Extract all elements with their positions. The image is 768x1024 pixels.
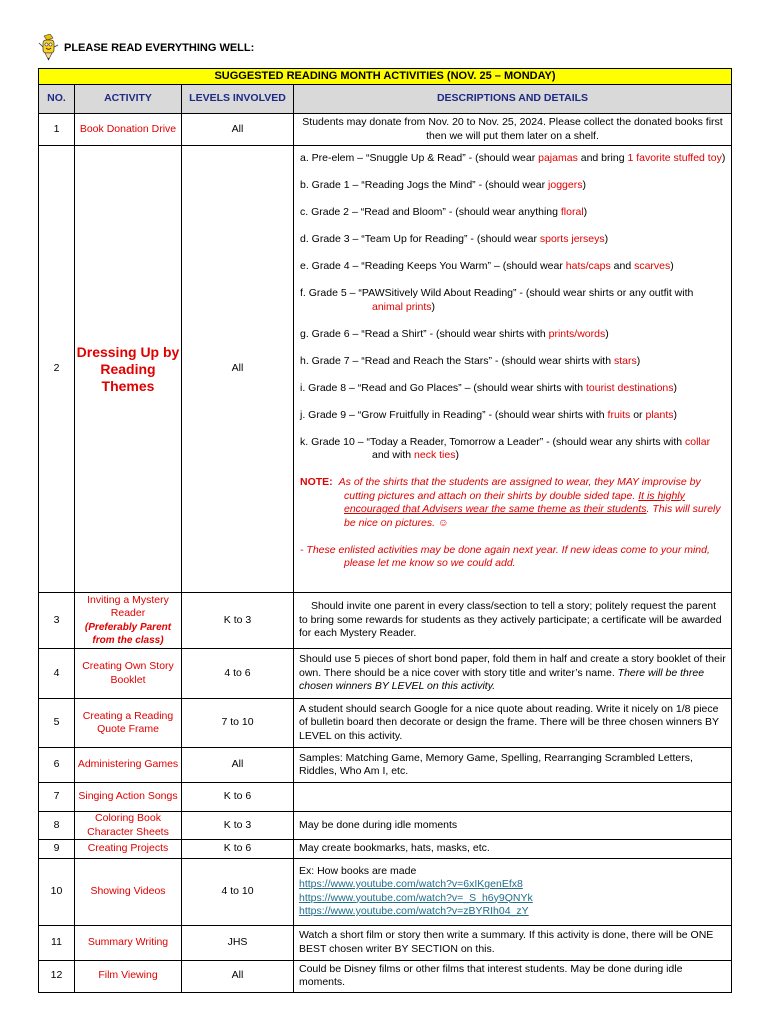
table-title-row bbox=[39, 69, 732, 85]
row-no: 7 bbox=[39, 783, 75, 812]
levels-cell: K to 6 bbox=[182, 783, 294, 812]
activity-name: Creating Projects bbox=[75, 840, 182, 859]
description-cell: May create bookmarks, hats, masks, etc. bbox=[294, 840, 732, 859]
theme-item bbox=[300, 355, 727, 369]
row-no: 12 bbox=[39, 960, 75, 992]
theme-text: ) bbox=[582, 179, 586, 191]
table-row bbox=[39, 649, 732, 699]
theme-text: ) bbox=[583, 206, 588, 218]
description-cell bbox=[294, 649, 732, 699]
theme-text: or bbox=[630, 408, 646, 421]
levels-cell: K to 6 bbox=[182, 840, 294, 859]
theme-item bbox=[300, 328, 727, 342]
activity-name: Singing Action Songs bbox=[75, 783, 182, 812]
video-link[interactable]: https://www.youtube.com/watch?v=_S_h6y9QNYk bbox=[299, 891, 533, 904]
activity-name: Administering Games bbox=[75, 748, 182, 783]
activity-name: Coloring Book Character Sheets bbox=[75, 812, 182, 840]
theme-text: a. Pre-elem – “Snuggle Up & Read” - (should wear bbox=[300, 152, 539, 164]
theme-text: f. Grade 5 – “PAWSitively Wild About Reading” - (should wear shirts or any outfit with bbox=[300, 287, 694, 299]
future-activities-note: - These enlisted activities may be done again next year. If new ideas come to your mind, please let me know so we could add. bbox=[300, 543, 710, 569]
theme-text: ) bbox=[670, 260, 674, 272]
theme-item bbox=[300, 409, 727, 423]
table-row bbox=[39, 593, 732, 649]
activity-name: Film Viewing bbox=[75, 960, 182, 992]
table-row bbox=[39, 858, 732, 925]
theme-item bbox=[300, 287, 727, 314]
theme-item bbox=[300, 260, 727, 274]
theme-text: ) bbox=[455, 449, 459, 461]
theme-item bbox=[300, 206, 727, 220]
theme-text: ) bbox=[431, 300, 436, 313]
theme-text: ) bbox=[636, 354, 641, 367]
theme-text: and bbox=[610, 260, 635, 272]
activity-name: Dressing Up by Reading Themes bbox=[75, 146, 182, 593]
page-header bbox=[36, 34, 254, 62]
description-cell: Samples: Matching Game, Memory Game, Spelling, Rearranging Scrambled Letters, Riddles, Who Am I, etc. bbox=[294, 748, 732, 783]
theme-attire: fruits bbox=[607, 408, 631, 421]
description-cell: Students may donate from Nov. 20 to Nov. 25, 2024. Please collect the donated books first then we will put them later on a shelf. bbox=[294, 114, 732, 146]
theme-attire: collar bbox=[685, 435, 711, 448]
note-paragraph bbox=[300, 476, 727, 530]
theme-text: k. Grade 10 – “Today a Reader, Tomorrow a Leader” - (should wear any shirts with bbox=[300, 435, 685, 448]
theme-attire: pajamas bbox=[538, 152, 578, 164]
levels-cell: K to 3 bbox=[182, 812, 294, 840]
theme-attire: prints/words bbox=[548, 327, 606, 340]
description-cell bbox=[294, 783, 732, 812]
levels-cell: All bbox=[182, 748, 294, 783]
row-no: 2 bbox=[39, 146, 75, 593]
theme-attire: sports jerseys bbox=[539, 233, 605, 245]
row-no: 1 bbox=[39, 114, 75, 146]
pencil-mascot-icon bbox=[36, 34, 62, 62]
activity-name: Creating Own Story Booklet bbox=[75, 649, 182, 699]
table-header-row bbox=[39, 85, 732, 114]
theme-item bbox=[300, 436, 727, 463]
levels-cell: 4 to 6 bbox=[182, 649, 294, 699]
row-no: 8 bbox=[39, 812, 75, 840]
theme-attire: neck ties bbox=[414, 449, 456, 461]
table-row bbox=[39, 812, 732, 840]
activity-name: Showing Videos bbox=[75, 858, 182, 925]
theme-attire: scarves bbox=[634, 260, 671, 272]
row-no: 3 bbox=[39, 593, 75, 649]
levels-cell: All bbox=[182, 146, 294, 593]
table-row bbox=[39, 699, 732, 748]
col-header-activity: ACTIVITY bbox=[75, 85, 182, 114]
description-cell bbox=[294, 858, 732, 925]
row-no: 11 bbox=[39, 925, 75, 960]
col-header-descriptions: DESCRIPTIONS AND DETAILS bbox=[294, 85, 732, 114]
levels-cell: 4 to 10 bbox=[182, 858, 294, 925]
activity-subtitle: (Preferably Parent from the class) bbox=[84, 621, 172, 646]
description-italic: There will be three chosen winners BY LEVEL on this activity. bbox=[299, 666, 705, 693]
activity-name: Creating a Reading Quote Frame bbox=[75, 699, 182, 748]
description-text: Should use 5 pieces of short bond paper, fold them in half and create a story booklet of their own. There should be a nice cover with story title and writer’s name. bbox=[299, 653, 726, 679]
note-label: NOTE: bbox=[300, 476, 333, 488]
theme-attire: joggers bbox=[548, 179, 583, 191]
row-no: 6 bbox=[39, 748, 75, 783]
theme-attire: stars bbox=[613, 354, 637, 367]
theme-text: ) bbox=[673, 381, 678, 394]
theme-text: b. Grade 1 – “Reading Jogs the Mind” - (should wear bbox=[300, 179, 549, 191]
theme-text: ) bbox=[673, 408, 677, 421]
theme-attire: animal prints bbox=[372, 300, 432, 313]
description-cell: A student should search Google for a nice quote about reading. Write it nicely on 1/8 piece of bulletin board then decorate or design the frame. There will be three chosen winners BY LEVEL on this activity. bbox=[294, 699, 732, 748]
theme-text: d. Grade 3 – “Team Up for Reading” - (should wear bbox=[300, 233, 540, 245]
video-link[interactable]: https://www.youtube.com/watch?v=zBYRIh04_zY bbox=[299, 905, 529, 917]
note-text-underlined: It is highly encouraged that Advisers wear the same theme as their students bbox=[344, 489, 685, 515]
theme-text: c. Grade 2 – “Read and Bloom” - (should wear anything bbox=[300, 206, 561, 218]
theme-attire: tourist destinations bbox=[585, 381, 674, 394]
read-notice: PLEASE READ EVERYTHING WELL: bbox=[64, 42, 255, 54]
description-cell: Could be Disney films or other films that interest students. May be done during idle moments. bbox=[294, 960, 732, 992]
theme-item bbox=[300, 179, 727, 193]
theme-attire: plants bbox=[645, 408, 674, 421]
levels-cell: All bbox=[182, 960, 294, 992]
theme-text: h. Grade 7 – “Read and Reach the Stars” - (should wear shirts with bbox=[300, 354, 614, 367]
row-no: 9 bbox=[39, 840, 75, 859]
theme-attire: floral bbox=[560, 206, 584, 218]
activities-table bbox=[38, 68, 732, 993]
table-row bbox=[39, 840, 732, 859]
note-text: As of the shirts that the students are assigned to wear, they MAY improvise by cutting pictures and attach on their shirts by double sided tape. bbox=[338, 476, 701, 502]
theme-text: and bring bbox=[577, 152, 628, 164]
table-row bbox=[39, 748, 732, 783]
row-no: 5 bbox=[39, 699, 75, 748]
theme-text: ) bbox=[721, 152, 726, 164]
col-header-levels: LEVELS INVOLVED bbox=[182, 85, 294, 114]
row-no: 10 bbox=[39, 858, 75, 925]
activity-name: Summary Writing bbox=[75, 925, 182, 960]
theme-text: j. Grade 9 – “Grow Fruitfully in Reading” - (should wear shirts with bbox=[300, 408, 608, 421]
video-link[interactable]: https://www.youtube.com/watch?v=6xIKgenEfx8 bbox=[299, 878, 523, 890]
activity-name: Book Donation Drive bbox=[75, 114, 182, 146]
levels-cell: K to 3 bbox=[182, 593, 294, 649]
theme-text: ) bbox=[604, 233, 609, 245]
theme-text: ) bbox=[605, 327, 609, 340]
theme-text: i. Grade 8 – “Read and Go Places” – (should wear shirts with bbox=[300, 381, 586, 394]
theme-attire: hats/caps bbox=[565, 260, 611, 272]
description-cell: Should invite one parent in every class/section to tell a story; politely request the parent to bring some rewards for students as they actively participate; a certificate will be awarded for each Mystery Reader. bbox=[294, 593, 732, 649]
levels-cell: JHS bbox=[182, 925, 294, 960]
levels-cell: 7 to 10 bbox=[182, 699, 294, 748]
note-text-end: . This will surely be nice on pictures. ☺ bbox=[344, 503, 721, 529]
levels-cell: All bbox=[182, 114, 294, 146]
col-header-no: NO. bbox=[39, 85, 75, 114]
theme-attire: 1 favorite stuffed toy bbox=[627, 152, 722, 164]
description-text: Ex: How books are made bbox=[299, 864, 417, 877]
theme-text: g. Grade 6 – “Read a Shirt” - (should wear shirts with bbox=[300, 327, 549, 340]
row-no: 4 bbox=[39, 649, 75, 699]
theme-list bbox=[300, 152, 727, 463]
table-row bbox=[39, 960, 732, 992]
theme-item bbox=[300, 233, 727, 247]
theme-item bbox=[300, 152, 727, 166]
table-row bbox=[39, 114, 732, 146]
description-cell: Watch a short film or story then write a summary. If this activity is done, there will be ONE BEST chosen writer BY SECTION on this. bbox=[294, 925, 732, 960]
activity-title: Inviting a Mystery Reader bbox=[87, 593, 169, 619]
table-row bbox=[39, 146, 732, 593]
theme-item bbox=[300, 382, 727, 396]
theme-text: e. Grade 4 – “Reading Keeps You Warm” – (should wear bbox=[300, 260, 566, 272]
activity-name bbox=[75, 593, 182, 649]
themes-description-cell bbox=[294, 146, 732, 593]
table-title: SUGGESTED READING MONTH ACTIVITIES (NOV. 25 – MONDAY) bbox=[39, 69, 732, 85]
table-row bbox=[39, 925, 732, 960]
table-row bbox=[39, 783, 732, 812]
description-cell: May be done during idle moments bbox=[294, 812, 732, 840]
theme-text: and with bbox=[372, 449, 415, 461]
